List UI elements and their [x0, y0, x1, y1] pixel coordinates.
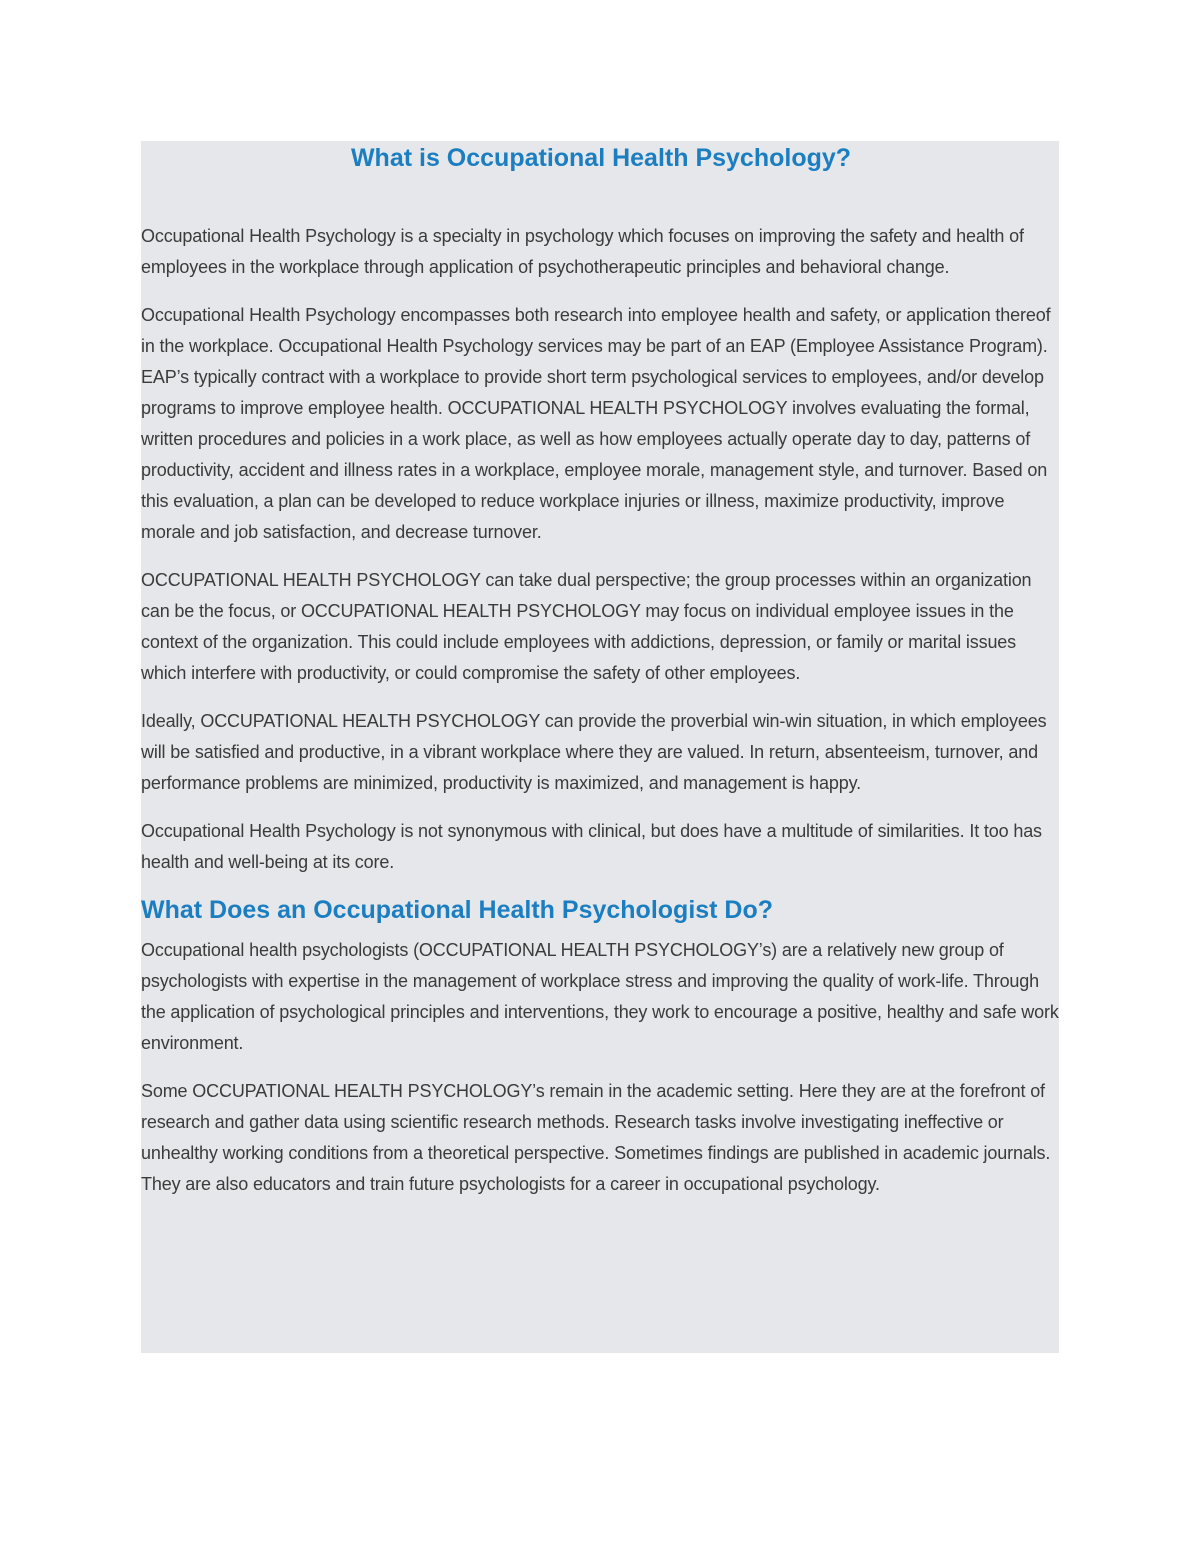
document-body [141, 141, 1061, 1217]
paragraph-psychologists: Occupational health psychologists (OCCUPATIONAL HEALTH PSYCHOLOGY’s) are a relatively new group of psychologists with expertise in the management of workplace stress and improving the quality of work-life. Through the application of psychological principles and interventions, they work to encourage a positive, healthy and safe work environment. [141, 940, 1059, 1053]
paragraph-academic: Some OCCUPATIONAL HEALTH PSYCHOLOGY’s remain in the academic setting. Here they are at the forefront of research and gather data using scientific research methods. Research tasks involve investigating ineffective or unhealthy working conditions from a theoretical perspective. Sometimes findings are published in academic journals. They are also educators and train future psychologists for a career in occupational psychology. [141, 1081, 1051, 1194]
paragraph-clinical: Occupational Health Psychology is not synonymous with clinical, but does have a multitude of similarities. It too has health and well-being at its core. [141, 821, 1042, 872]
paragraph-dual-perspective: OCCUPATIONAL HEALTH PSYCHOLOGY can take dual perspective; the group processes within an organization can be the focus, or OCCUPATIONAL HEALTH PSYCHOLOGY may focus on individual employee issues in the context of the organization. This could include employees with addictions, depression, or family or marital issues which interfere with productivity, or could compromise the safety of other employees. [141, 570, 1032, 683]
section-heading: What Does an Occupational Health Psychologist Do? [141, 896, 774, 924]
paragraph-intro: Occupational Health Psychology is a specialty in psychology which focuses on improving the safety and health of employees in the workplace through application of psychotherapeutic principles and behavioral change. [141, 226, 1024, 277]
page-title: What is Occupational Health Psychology? [350, 144, 852, 172]
paragraph-research-eap: Occupational Health Psychology encompasses both research into employee health and safety, or application thereof in the workplace. Occupational Health Psychology services may be part of an EAP (Employee Assistance Program). EAP’s typically contract with a workplace to provide short term psychological services to employees, and/or develop programs to improve employee health. OCCUPATIONAL HEALTH PSYCHOLOGY involves evaluating the formal, written procedures and policies in a work place, as well as how employees actually operate day to day, patterns of productivity, accident and illness rates in a workplace, employee morale, management style, and turnover. Based on this evaluation, a plan can be developed to reduce workplace injuries or illness, maximize productivity, improve morale and job satisfaction, and decrease turnover. [141, 305, 1051, 542]
paragraph-win-win: Ideally, OCCUPATIONAL HEALTH PSYCHOLOGY can provide the proverbial win-win situation, in which employees will be satisfied and productive, in a vibrant workplace where they are valued. In return, absenteeism, turnover, and performance problems are minimized, productivity is maximized, and management is happy. [141, 711, 1047, 793]
